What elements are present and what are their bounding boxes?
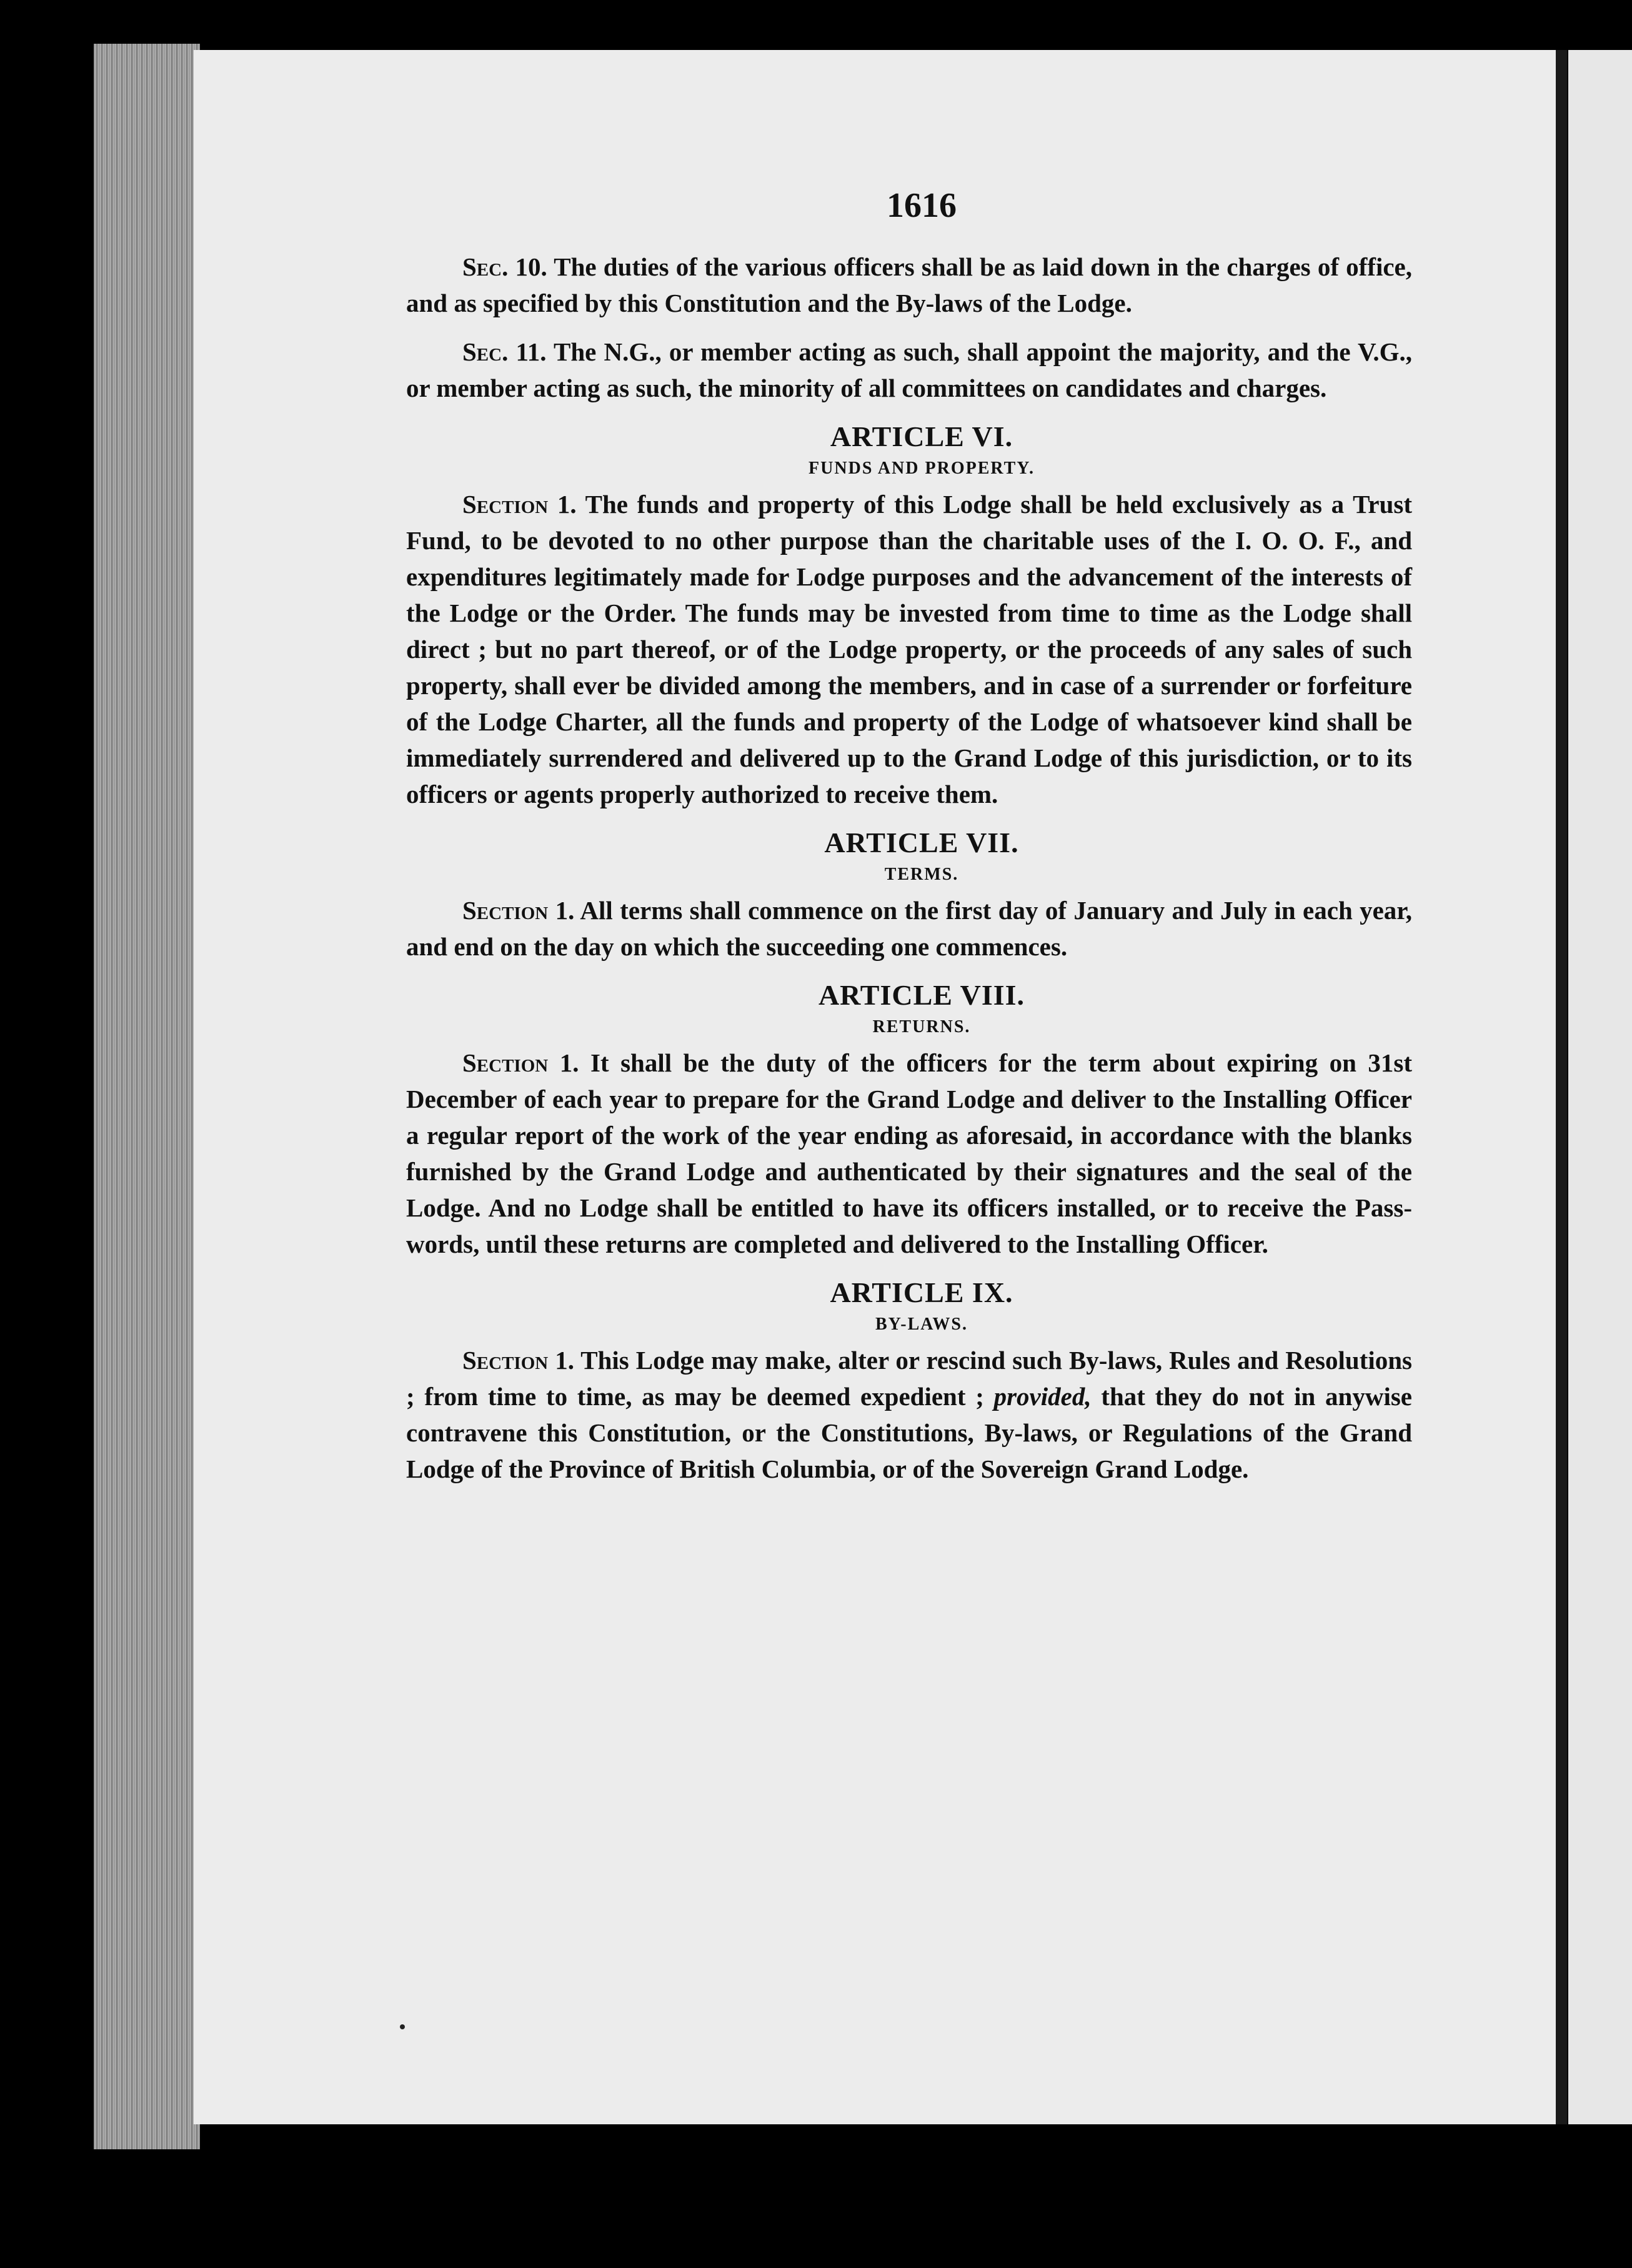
ink-speck (400, 2024, 405, 2029)
article-vii-subtitle: TERMS. (884, 865, 959, 884)
section-text: All terms shall commence on the first day of January and July in each year, and end on the day on which the succeeding one commences. (406, 896, 1412, 961)
article-vi-section-1 (406, 486, 1412, 812)
book-page-edges (94, 44, 200, 2149)
section-label: Section 1. (462, 1048, 579, 1077)
section-text-before: This Lodge may make, alter or rescind such By-laws, Rules and Resolutions ; from time to time, as may be deemed expedient ; (406, 1346, 1413, 1411)
section-text: It shall be the duty of the officers for the term about expiring on 31st December of each year to prepare for the Grand Lodge and deliver to the Installing Officer a regular report of the work of the year ending as aforesaid, in accordance with the blanks furnished by the Grand Lodge and authenticated by their signatures and the seal of the Lodge. And no Lodge shall be entitled to have its officers installed, or to receive the Pass-words, until these returns are completed and delivered to the Installing Officer. (406, 1048, 1412, 1258)
section-text: The funds and property of this Lodge shall be held exclusively as a Trust Fund, to be devoted to no other purpose than the charitable uses of the I. O. O. F., and expenditures legitimately made for Lodge purposes and the advancement of the interests of the Lodge or the Order. The funds may be invested from time to time as the Lodge shall direct ; but no part thereof, or of the Lodge property, or the proceeds of any sales of such property, shall ever be divided among the members, and in case of a surrender or forfeiture of the Lodge Charter, all the funds and property of the Lodge of whatsoever kind shall be immediately surrendered and delivered up to the Grand Lodge of this jurisdiction, or to its officers or agents properly authorized to receive them. (406, 490, 1413, 808)
section-text: The duties of the various officers shall be as laid down in the charges of office, and as specified by this Constitution and the By-laws of the Lodge. (406, 252, 1413, 317)
article-vi-subtitle: FUNDS AND PROPERTY. (809, 459, 1035, 478)
section-label: Sec. 11. (462, 337, 547, 366)
article-vii-section-1 (406, 892, 1412, 965)
section-10-paragraph (406, 249, 1412, 321)
article-viii-subtitle: RETURNS. (872, 1017, 971, 1037)
section-text-after: that they do not in anywise contravene this Constitution, or the Constitutions, By-laws, or Regulations of the Grand Lodge of the Province of British Columbia, or of the Sovereign Grand Lodge. (406, 1382, 1413, 1483)
section-label: Section 1. (462, 896, 575, 925)
facing-page-edge (1568, 50, 1632, 2124)
section-11-paragraph (406, 334, 1412, 406)
article-vi-heading: ARTICLE VI. (830, 420, 1013, 452)
section-emphasis: provided, (993, 1382, 1092, 1411)
section-label: Section 1. (462, 1346, 574, 1375)
page-gutter (1556, 50, 1567, 2124)
article-viii-heading: ARTICLE VIII. (818, 979, 1025, 1011)
article-vii-heading: ARTICLE VII. (824, 827, 1019, 858)
section-text: The N.G., or member acting as such, shall appoint the majority, and the V.G., or member acting as such, the minority of all committees on candidates and charges. (406, 337, 1413, 402)
section-label: Sec. 10. (462, 252, 547, 281)
article-ix-heading: ARTICLE IX. (830, 1276, 1013, 1308)
section-label: Section 1. (462, 490, 577, 519)
article-ix-subtitle: BY-LAWS. (875, 1315, 968, 1334)
article-ix-section-1 (406, 1342, 1412, 1487)
page-content (406, 181, 1412, 1500)
page-number: 1616 (887, 186, 957, 225)
article-viii-section-1 (406, 1045, 1412, 1262)
